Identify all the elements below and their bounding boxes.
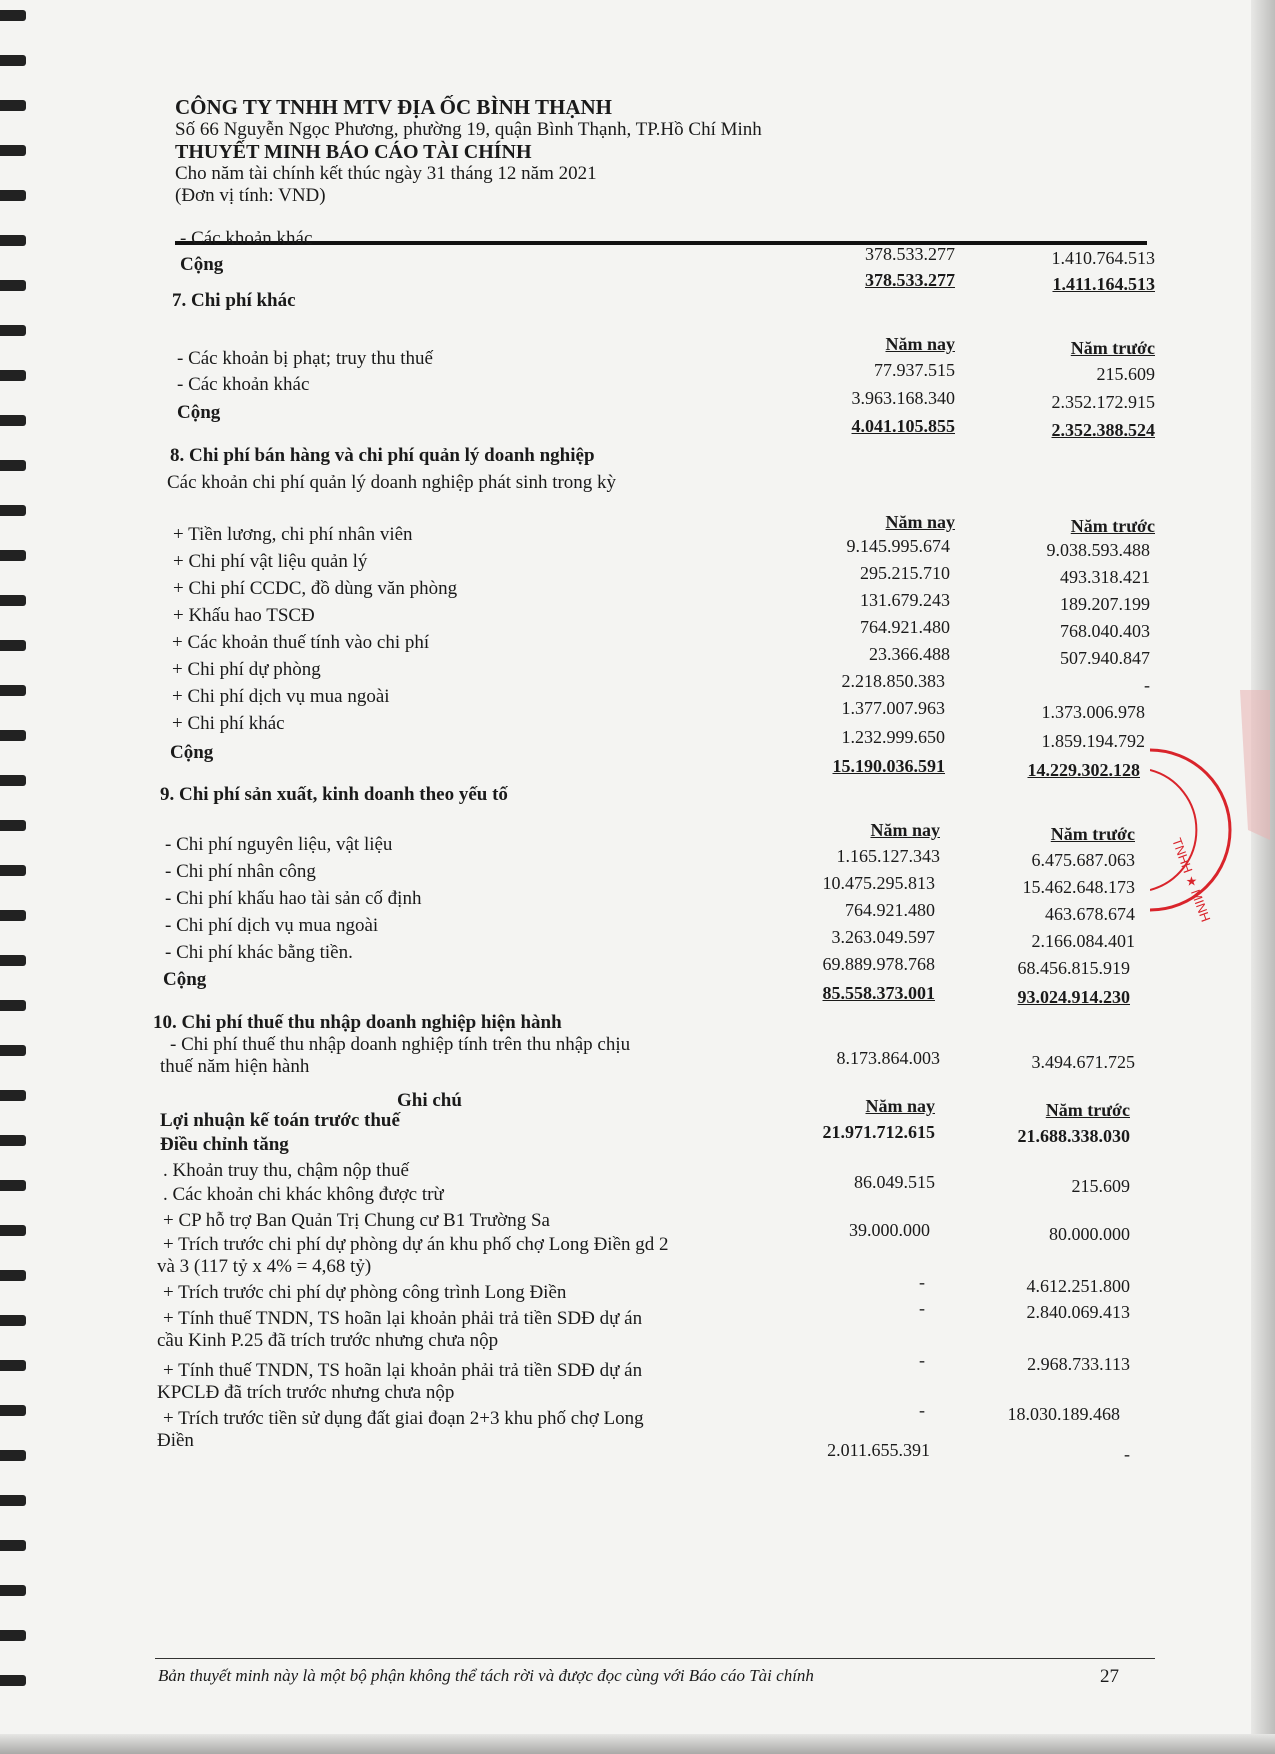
total-prior: 93.024.914.230 xyxy=(1017,987,1130,1007)
value-prior: 463.678.674 xyxy=(1045,904,1135,924)
binding-ring xyxy=(0,685,26,696)
binding-ring xyxy=(0,100,26,111)
col-header-current: Năm nay xyxy=(870,820,940,840)
tax-prior: 3.494.671.725 xyxy=(1031,1052,1135,1072)
table-row xyxy=(165,861,1160,897)
stamp-bleed xyxy=(1240,690,1270,840)
binding-ring xyxy=(0,370,26,381)
binding-ring xyxy=(0,1045,26,1056)
adjust-prior: 4.612.251.800 xyxy=(1026,1276,1130,1296)
adjust-item: + Trích trước chi phí dự phòng dự án khu phố chợ Long Điền gd 2 xyxy=(163,1234,669,1255)
table-row xyxy=(172,686,1160,722)
binding-ring xyxy=(0,1180,26,1191)
binding-ring xyxy=(0,1000,26,1011)
table-row xyxy=(172,632,1160,668)
value-current: 378.533.277 xyxy=(865,244,955,264)
row-label: + Chi phí dịch vụ mua ngoài xyxy=(172,686,390,707)
adjust-prior: 2.840.069.413 xyxy=(1026,1302,1130,1322)
adjust-item: . Các khoản chi khác không được trừ xyxy=(163,1184,444,1205)
profit-prior: 21.688.338.030 xyxy=(1017,1126,1130,1146)
row-label: - Chi phí dịch vụ mua ngoài xyxy=(165,915,379,936)
total-row xyxy=(175,402,1160,440)
value-prior: 15.462.648.173 xyxy=(1022,877,1135,897)
value-prior: 1.410.764.513 xyxy=(1051,248,1155,268)
tax-current: 8.173.864.003 xyxy=(836,1048,940,1068)
adjust-item-cont: cầu Kinh P.25 đã trích trước nhưng chưa nộp xyxy=(157,1330,499,1351)
adjust-current: - xyxy=(919,1272,925,1292)
row-label: - Các khoản bị phạt; truy thu thuế xyxy=(177,348,433,369)
binding-ring xyxy=(0,730,26,741)
total-current: 85.558.373.001 xyxy=(822,983,935,1003)
col-header-prior: Năm trước xyxy=(1050,824,1135,844)
table-row xyxy=(175,374,1160,412)
total-label: Cộng xyxy=(177,402,221,423)
table-row xyxy=(165,942,1160,978)
row-label: - Các khoản khác xyxy=(177,374,310,395)
adjust-label: Điều chỉnh tăng xyxy=(160,1134,289,1155)
binding-ring xyxy=(0,820,26,831)
binding-ring xyxy=(0,1360,26,1371)
row-label: + Chi phí dự phòng xyxy=(172,659,321,680)
binding-ring xyxy=(0,865,26,876)
col-header-current: Năm nay xyxy=(865,1096,935,1116)
row-label: - Các khoản khác xyxy=(180,228,313,249)
binding-ring xyxy=(0,1630,26,1641)
adjust-item: + Trích trước chi phí dự phòng công trình Long Điền xyxy=(163,1282,567,1303)
section-title-7: 7. Chi phí khác xyxy=(172,290,296,311)
binding-ring xyxy=(0,235,26,246)
report-period: Cho năm tài chính kết thúc ngày 31 tháng 12 năm 2021 xyxy=(175,163,597,184)
adjust-item-cont: Điền xyxy=(157,1430,194,1451)
row-label: - Chi phí nhân công xyxy=(165,861,316,882)
value-current: 1.232.999.650 xyxy=(841,727,945,747)
value-prior: - xyxy=(1144,675,1150,695)
table-row xyxy=(173,551,1160,587)
profit-current: 21.971.712.615 xyxy=(822,1122,935,1142)
total-prior: 2.352.388.524 xyxy=(1051,420,1155,440)
adjust-item: + CP hỗ trợ Ban Quản Trị Chung cư B1 Trường Sa xyxy=(163,1210,550,1231)
value-current: 2.218.850.383 xyxy=(841,671,945,691)
value-prior: 189.207.199 xyxy=(1060,594,1150,614)
binding-ring xyxy=(0,55,26,66)
value-current: 3.963.168.340 xyxy=(851,388,955,408)
row-label: + Chi phí CCDC, đồ dùng văn phòng xyxy=(173,578,458,599)
binding-ring xyxy=(0,1405,26,1416)
footer-note: Bản thuyết minh này là một bộ phận không thể tách rời và được đọc cùng với Báo cáo Tài chính xyxy=(158,1666,814,1685)
spiral-binding xyxy=(0,0,30,1754)
total-prior: 1.411.164.513 xyxy=(1052,274,1155,294)
total-row xyxy=(163,969,1160,1007)
adjust-current: 39.000.000 xyxy=(849,1220,930,1240)
section-subtitle-8: Các khoản chi phí quản lý doanh nghiệp phát sinh trong kỳ xyxy=(167,472,617,493)
row-label: - Chi phí khác bằng tiền. xyxy=(165,942,353,963)
adjust-prior: 2.968.733.113 xyxy=(1027,1354,1130,1374)
row-label: + Các khoản thuế tính vào chi phí xyxy=(172,632,430,653)
value-current: 23.366.488 xyxy=(869,644,950,664)
table-row xyxy=(173,578,1160,614)
total-current: 378.533.277 xyxy=(865,270,955,290)
company-name: CÔNG TY TNHH MTV ĐỊA ỐC BÌNH THẠNH xyxy=(175,95,612,119)
value-current: 295.215.710 xyxy=(860,563,950,583)
binding-ring xyxy=(0,550,26,561)
binding-ring xyxy=(0,280,26,291)
total-label: Cộng xyxy=(170,742,214,763)
row-label: + Khấu hao TSCĐ xyxy=(173,605,315,626)
binding-ring xyxy=(0,145,26,156)
page-bottom-shadow xyxy=(0,1734,1275,1754)
row-label: - Chi phí khấu hao tài sản cố định xyxy=(165,888,422,909)
value-prior: 6.475.687.063 xyxy=(1031,850,1135,870)
adjust-prior: 18.030.189.468 xyxy=(1007,1404,1120,1424)
binding-ring xyxy=(0,1315,26,1326)
tax-line-1: - Chi phí thuế thu nhập doanh nghiệp tính trên thu nhập chịu xyxy=(170,1034,631,1055)
total-row xyxy=(170,742,1160,780)
profit-label: Lợi nhuận kế toán trước thuế xyxy=(160,1110,400,1131)
note-heading: Ghi chú xyxy=(397,1090,462,1111)
binding-ring xyxy=(0,190,26,201)
binding-ring xyxy=(0,1675,26,1686)
value-prior: 1.373.006.978 xyxy=(1041,702,1145,722)
value-current: 9.145.995.674 xyxy=(846,536,950,556)
binding-ring xyxy=(0,1225,26,1236)
binding-ring xyxy=(0,955,26,966)
value-current: 3.263.049.597 xyxy=(831,927,935,947)
binding-ring xyxy=(0,505,26,516)
col-header-current: Năm nay xyxy=(885,512,955,532)
binding-ring xyxy=(0,1090,26,1101)
col-header-prior: Năm trước xyxy=(1070,516,1155,536)
binding-ring xyxy=(0,595,26,606)
total-row xyxy=(175,254,1160,294)
binding-ring xyxy=(0,1495,26,1506)
adjust-current: 2.011.655.391 xyxy=(827,1440,930,1460)
col-header-prior: Năm trước xyxy=(1070,338,1155,358)
adjust-item: . Khoản truy thu, chậm nộp thuế xyxy=(163,1160,409,1181)
value-current: 1.377.007.963 xyxy=(841,698,945,718)
value-prior: 215.609 xyxy=(1096,364,1155,384)
document-title: THUYẾT MINH BÁO CÁO TÀI CHÍNH xyxy=(175,141,532,163)
row-label: + Tiền lương, chi phí nhân viên xyxy=(173,524,413,545)
binding-ring xyxy=(0,1270,26,1281)
total-label: Cộng xyxy=(163,969,207,990)
value-prior: 768.040.403 xyxy=(1060,621,1150,641)
value-current: 764.921.480 xyxy=(845,900,935,920)
document-header xyxy=(175,95,1160,207)
binding-ring xyxy=(0,1585,26,1596)
tax-line-2: thuế năm hiện hành xyxy=(160,1056,310,1077)
adjust-prior: 80.000.000 xyxy=(1049,1224,1130,1244)
value-current: 764.921.480 xyxy=(860,617,950,637)
stamp-text: TNHH ★ MINH xyxy=(1169,835,1214,924)
table-row xyxy=(172,713,1160,751)
binding-ring xyxy=(0,325,26,336)
binding-ring xyxy=(0,1450,26,1461)
total-prior: 14.229.302.128 xyxy=(1027,760,1140,780)
value-current: 131.679.243 xyxy=(860,590,950,610)
table-row xyxy=(165,888,1160,924)
total-label: Cộng xyxy=(180,254,224,275)
table-row xyxy=(165,834,1160,870)
total-current: 15.190.036.591 xyxy=(832,756,945,776)
company-stamp xyxy=(1150,690,1270,930)
col-header-prior: Năm trước xyxy=(1045,1100,1130,1120)
binding-ring xyxy=(0,460,26,471)
value-current: 77.937.515 xyxy=(874,360,955,380)
value-prior: 493.318.421 xyxy=(1060,567,1150,587)
binding-ring xyxy=(0,415,26,426)
section-title-10: 10. Chi phí thuế thu nhập doanh nghiệp hiện hành xyxy=(153,1012,562,1033)
page-number: 27 xyxy=(1100,1666,1119,1687)
value-prior: 2.166.084.401 xyxy=(1031,931,1135,951)
company-address: Số 66 Nguyễn Ngọc Phương, phường 19, quận Bình Thạnh, TP.Hồ Chí Minh xyxy=(175,119,762,140)
value-current: 10.475.295.813 xyxy=(822,873,935,893)
value-current: 1.165.127.343 xyxy=(836,846,940,866)
value-current: 69.889.978.768 xyxy=(822,954,935,974)
binding-ring xyxy=(0,775,26,786)
section-title-8: 8. Chi phí bán hàng và chi phí quản lý doanh nghiệp xyxy=(170,445,595,466)
row-label: + Chi phí khác xyxy=(172,713,285,734)
table-row xyxy=(165,915,1160,951)
table-row xyxy=(173,605,1160,641)
section-title-9: 9. Chi phí sản xuất, kinh doanh theo yếu tố xyxy=(160,784,508,805)
adjust-current: - xyxy=(919,1400,925,1420)
table-row xyxy=(175,348,1160,384)
adjust-current: - xyxy=(919,1298,925,1318)
row-label: - Chi phí nguyên liệu, vật liệu xyxy=(165,834,393,855)
footer-divider xyxy=(155,1658,1155,1659)
value-prior: 507.940.847 xyxy=(1060,648,1150,668)
adjust-prior: 215.609 xyxy=(1071,1176,1130,1196)
adjust-current: - xyxy=(919,1350,925,1370)
binding-ring xyxy=(0,640,26,651)
table-row xyxy=(173,524,1160,560)
binding-ring xyxy=(0,1135,26,1146)
adjust-item-cont: và 3 (117 tỷ x 4% = 4,68 tỷ) xyxy=(157,1256,372,1277)
adjust-item: + Tính thuế TNDN, TS hoãn lại khoản phải trả tiền SDĐ dự án xyxy=(163,1308,643,1329)
value-prior: 2.352.172.915 xyxy=(1051,392,1155,412)
adjust-item-cont: KPCLĐ đã trích trước nhưng chưa nộp xyxy=(157,1382,455,1403)
binding-ring xyxy=(0,10,26,21)
value-prior: 9.038.593.488 xyxy=(1046,540,1150,560)
currency-unit: (Đơn vị tính: VND) xyxy=(175,185,326,206)
table-row xyxy=(172,659,1160,695)
col-header-current: Năm nay xyxy=(885,334,955,354)
row-label: + Chi phí vật liệu quản lý xyxy=(173,551,368,572)
binding-ring xyxy=(0,1540,26,1551)
adjust-item: + Tính thuế TNDN, TS hoãn lại khoản phải trả tiền SDĐ dự án xyxy=(163,1360,643,1381)
adjust-prior: - xyxy=(1124,1444,1130,1464)
value-prior: 1.859.194.792 xyxy=(1041,731,1145,751)
value-prior: 68.456.815.919 xyxy=(1017,958,1130,978)
adjust-current: 86.049.515 xyxy=(854,1172,935,1192)
adjust-item: + Trích trước tiền sử dụng đất giai đoạn 2+3 khu phố chợ Long xyxy=(163,1408,644,1429)
total-current: 4.041.105.855 xyxy=(851,416,955,436)
binding-ring xyxy=(0,910,26,921)
